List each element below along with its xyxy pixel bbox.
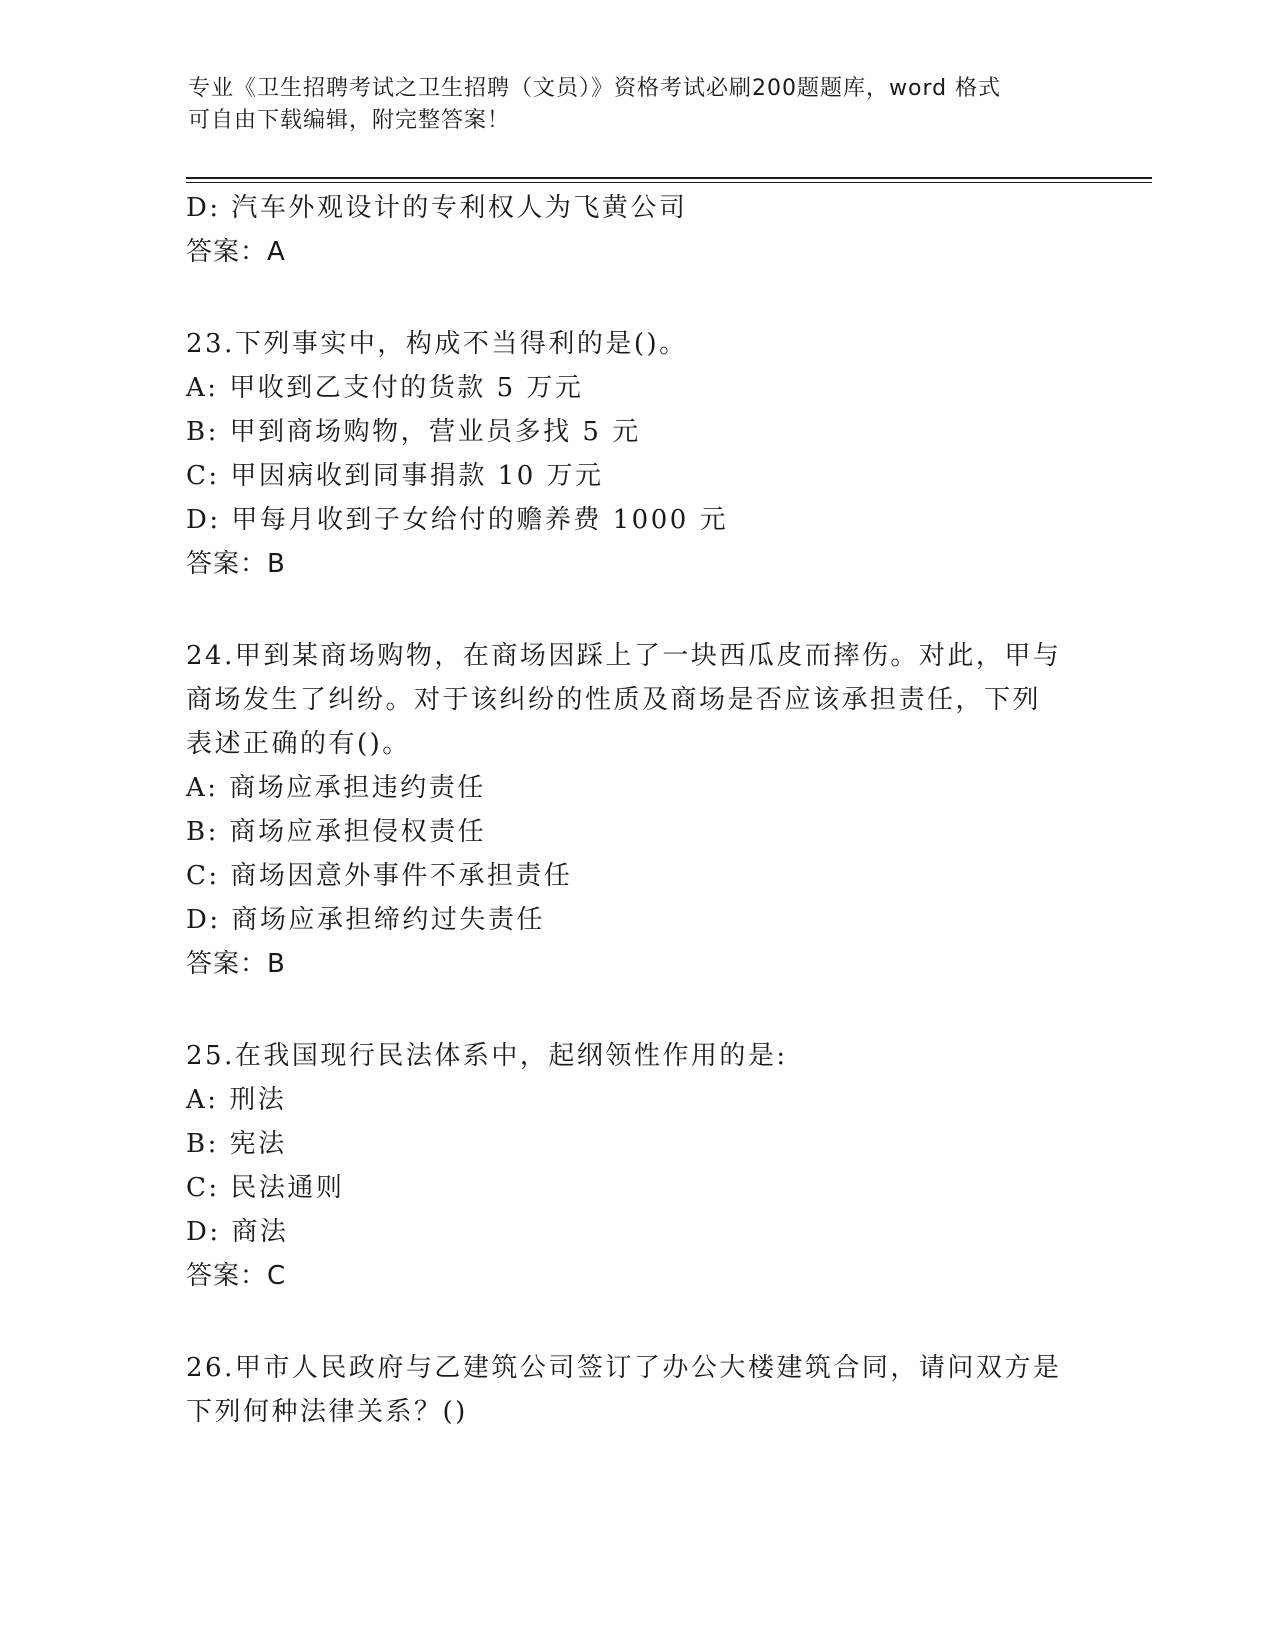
q24-answer: 答案：B <box>186 949 286 979</box>
prev-option-d: D: 汽车外观设计的专利权人为飞黄公司 <box>186 193 688 223</box>
q24-option-a: A: 商场应承担违约责任 <box>186 773 486 803</box>
q24-stem-line-2: 商场发生了纠纷。对于该纠纷的性质及商场是否应该承担责任，下列 <box>186 685 1042 715</box>
header-divider-thin <box>186 182 1152 183</box>
header-line-1: 专业《卫生招聘考试之卫生招聘（文员）》资格考试必刷200题题库，word 格式 <box>188 76 1002 101</box>
q24-option-b: B: 商场应承担侵权责任 <box>186 817 487 847</box>
q25-answer: 答案：C <box>186 1261 287 1291</box>
header-line-2: 可自由下载编辑，附完整答案！ <box>188 108 511 133</box>
q23-stem: 23.下列事实中，构成不当得利的是()。 <box>186 329 688 359</box>
q25-option-c: C: 民法通则 <box>186 1173 345 1203</box>
prev-answer: 答案：A <box>186 237 286 267</box>
q26-stem-line-2: 下列何种法律关系？() <box>186 1397 468 1427</box>
q24-stem-line-3: 表述正确的有()。 <box>186 729 411 759</box>
q24-option-d: D: 商场应承担缔约过失责任 <box>186 905 545 935</box>
q23-answer: 答案：B <box>186 549 286 579</box>
q25-option-b: B: 宪法 <box>186 1129 287 1159</box>
document-header <box>188 73 1088 137</box>
q25-option-a: A: 刑法 <box>186 1085 287 1115</box>
q23-option-c: C: 甲因病收到同事捐款 10 万元 <box>186 461 604 491</box>
q23-option-b: B: 甲到商场购物，营业员多找 5 元 <box>186 417 641 447</box>
q26-stem-line-1: 26.甲市人民政府与乙建筑公司签订了办公大楼建筑合同，请问双方是 <box>186 1353 1062 1383</box>
q23-option-d: D: 甲每月收到子女给付的赡养费 1000 元 <box>186 505 729 535</box>
q24-stem-line-1: 24.甲到某商场购物，在商场因踩上了一块西瓜皮而摔伤。对此，甲与 <box>186 641 1062 671</box>
q23-option-a: A: 甲收到乙支付的货款 5 万元 <box>186 373 584 403</box>
q24-option-c: C: 商场因意外事件不承担责任 <box>186 861 573 891</box>
q25-option-d: D: 商法 <box>186 1217 289 1247</box>
q25-stem: 25.在我国现行民法体系中，起纲领性作用的是: <box>186 1041 788 1071</box>
header-divider-thick <box>186 177 1152 179</box>
